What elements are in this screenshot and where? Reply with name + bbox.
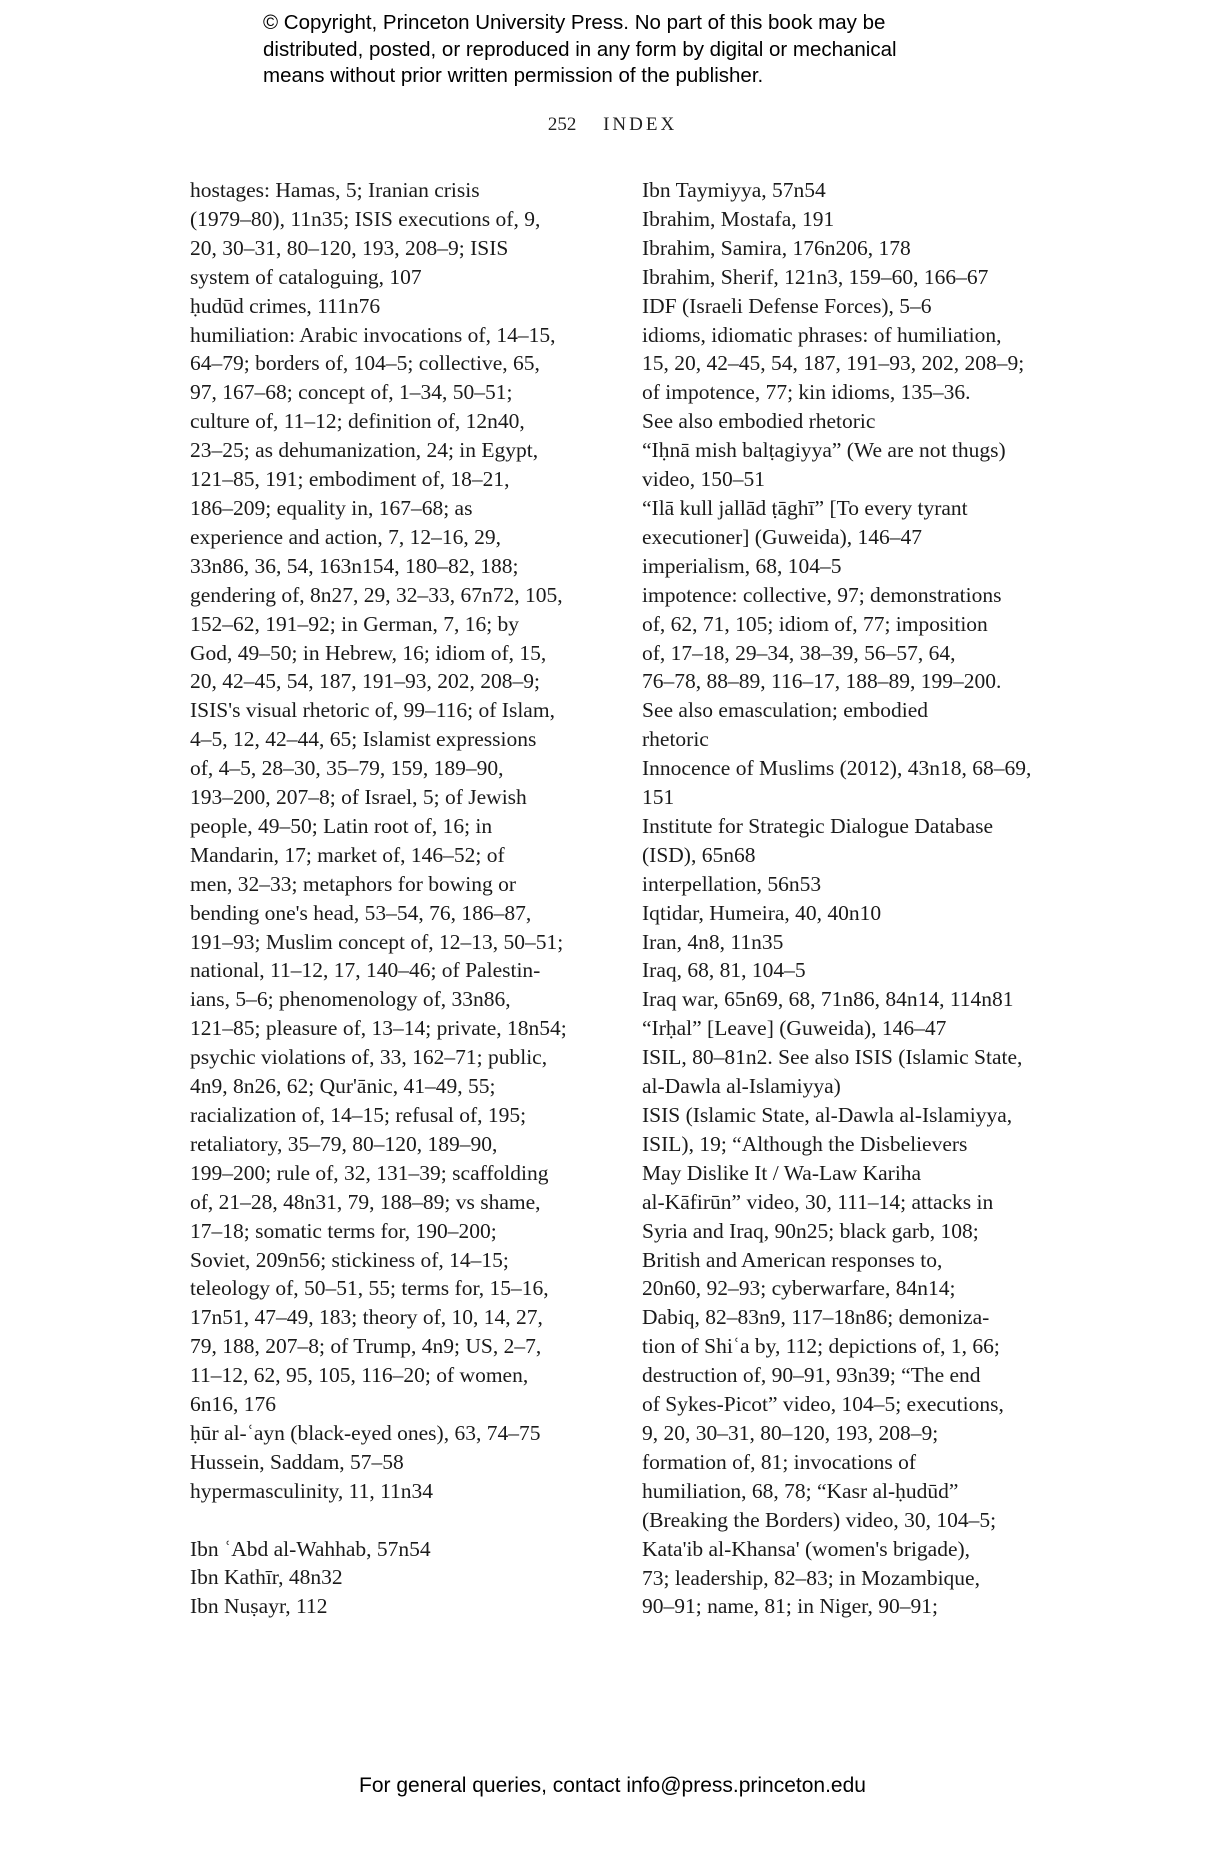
index-entry-line: 17–18; somatic terms for, 190–200; <box>190 1218 497 1243</box>
index-entry-line: retaliatory, 35–79, 80–120, 189–90, <box>190 1131 498 1156</box>
index-entry-line: “Ilā kull jallād ṭāghī” [To every tyrant <box>642 495 968 520</box>
index-entry-line: May Dislike It / Wa-Law Kariha <box>642 1160 922 1185</box>
index-entry-line: 76–78, 88–89, 116–17, 188–89, 199–200. <box>642 669 1002 694</box>
index-entry-line: of, 21–28, 48n31, 79, 188–89; vs shame, <box>190 1189 541 1214</box>
index-entry-line: 33n86, 36, 54, 163n154, 180–82, 188; <box>190 553 519 578</box>
index-entry-line: Syria and Iraq, 90n25; black garb, 108; <box>642 1218 979 1243</box>
index-entry <box>642 321 1062 437</box>
index-entry <box>190 1563 610 1592</box>
index-entry-line: See also emasculation; embodied <box>642 698 928 723</box>
index-entry-line: 64–79; borders of, 104–5; collective, 65, <box>190 351 540 376</box>
index-entry <box>642 234 1062 263</box>
index-entry-line: men, 32–33; metaphors for bowing or <box>190 871 517 896</box>
index-entry <box>642 956 1062 985</box>
index-entry-line: ḥūr al-ʿayn (black-eyed ones), 63, 74–75 <box>190 1420 541 1445</box>
index-entry-line: interpellation, 56n53 <box>642 871 822 896</box>
index-entry-line: 20, 42–45, 54, 187, 191–93, 202, 208–9; <box>190 669 540 694</box>
index-entry-line: 4n9, 8n26, 62; Qur'ānic, 41–49, 55; <box>190 1074 496 1099</box>
index-entry-line: See also embodied rhetoric <box>642 409 876 434</box>
index-entry-line: tion of Shiʿa by, 112; depictions of, 1, 66; <box>642 1334 1000 1359</box>
index-entry <box>190 1477 610 1506</box>
index-entry-line: video, 150–51 <box>642 467 766 492</box>
index-entry-line: Ibrahim, Samira, 176n206, 178 <box>642 235 911 260</box>
index-entry <box>642 812 1062 870</box>
index-entry-line: rhetoric <box>642 727 709 752</box>
index-entry-line: idioms, idiomatic phrases: of humiliation, <box>642 322 1002 347</box>
copyright-line: means without prior written permission of the publisher. <box>263 64 764 87</box>
index-entry-line: ians, 5–6; phenomenology of, 33n86, <box>190 987 511 1012</box>
index-entry-line: impotence: collective, 97; demonstrations <box>642 582 1002 607</box>
index-entry <box>642 870 1062 899</box>
index-entry <box>642 754 1062 812</box>
index-entry <box>642 494 1062 552</box>
copyright-notice <box>263 10 1023 90</box>
index-entry <box>642 263 1062 292</box>
index-entry-line: hypermasculinity, 11, 11n34 <box>190 1478 434 1503</box>
index-entry-line: ISIS (Islamic State, al-Dawla al-Islamiyya, <box>642 1103 1013 1127</box>
letter-group-gap <box>190 1506 610 1535</box>
index-entry-line: 79, 188, 207–8; of Trump, 4n9; US, 2–7, <box>190 1334 542 1359</box>
index-entry-line: 191–93; Muslim concept of, 12–13, 50–51; <box>190 929 564 954</box>
index-entry <box>642 205 1062 234</box>
index-entry-line: God, 49–50; in Hebrew, 16; idiom of, 15, <box>190 640 547 665</box>
index-entry-line: hostages: Hamas, 5; Iranian crisis <box>190 178 480 202</box>
index-entry-line: 11–12, 62, 95, 105, 116–20; of women, <box>190 1363 529 1388</box>
index-entry <box>190 292 610 321</box>
index-entry-line: 4–5, 12, 42–44, 65; Islamist expressions <box>190 727 537 752</box>
index-entry-line: 121–85; pleasure of, 13–14; private, 18n54; <box>190 1016 567 1041</box>
index-entry-line: experience and action, 7, 12–16, 29, <box>190 524 502 549</box>
index-entry-line: Mandarin, 17; market of, 146–52; of <box>190 842 505 867</box>
index-entry-line: (Breaking the Borders) video, 30, 104–5; <box>642 1507 997 1532</box>
index-entry-line: people, 49–50; Latin root of, 16; in <box>190 813 493 838</box>
index-entry-line: Iqtidar, Humeira, 40, 40n10 <box>642 900 882 925</box>
index-entry-line: 15, 20, 42–45, 54, 187, 191–93, 202, 208–9; <box>642 351 1025 376</box>
index-entry-line: Dabiq, 82–83n9, 117–18n86; demoniza- <box>642 1305 990 1330</box>
index-entry-line: 151 <box>642 785 675 810</box>
index-entry-line: Innocence of Muslims (2012), 43n18, 68–69, <box>642 756 1032 781</box>
index-entry <box>642 928 1062 957</box>
index-entry-line: 193–200, 207–8; of Israel, 5; of Jewish <box>190 785 527 810</box>
index-entry-line: British and American responses to, <box>642 1247 943 1272</box>
index-entry <box>190 1419 610 1448</box>
index-entry-line: humiliation, 68, 78; “Kasr al-ḥudūd” <box>642 1478 959 1503</box>
index-entry <box>642 899 1062 928</box>
index-entry <box>642 985 1062 1014</box>
index-entry-line: Ibn Nuṣayr, 112 <box>190 1594 328 1619</box>
index-entry <box>642 176 1062 205</box>
index-entry-line: ḥudūd crimes, 111n76 <box>190 293 381 318</box>
index-entry <box>642 292 1062 321</box>
index-entry-line: culture of, 11–12; definition of, 12n40, <box>190 409 525 434</box>
index-entry-line: Ibn Kathīr, 48n32 <box>190 1565 343 1590</box>
index-entry <box>642 1101 1062 1621</box>
running-head <box>0 114 1225 136</box>
index-entry-line: 17n51, 47–49, 183; theory of, 10, 14, 27, <box>190 1305 543 1330</box>
index-entry-line: of, 62, 71, 105; idiom of, 77; imposition <box>642 611 988 636</box>
index-entry-line: ISIL), 19; “Although the Disbelievers <box>642 1131 968 1156</box>
index-entry-line: ISIL, 80–81n2. See also ISIS (Islamic State, <box>642 1045 1023 1070</box>
index-entry-line: 20, 30–31, 80–120, 193, 208–9; ISIS <box>190 235 509 260</box>
index-entry-line: system of cataloguing, 107 <box>190 264 422 289</box>
index-entry-line: destruction of, 90–91, 93n39; “The end <box>642 1363 981 1388</box>
index-entry-line: Ibrahim, Mostafa, 191 <box>642 206 835 231</box>
index-entry <box>190 1535 610 1564</box>
index-entry-line: al-Kāfirūn” video, 30, 111–14; attacks in <box>642 1189 994 1214</box>
index-entry-line: teleology of, 50–51, 55; terms for, 15–16, <box>190 1276 549 1301</box>
index-entry-line: 73; leadership, 82–83; in Mozambique, <box>642 1565 980 1590</box>
index-entry-line: ISIS's visual rhetoric of, 99–116; of Islam, <box>190 698 555 723</box>
index-entry-line: of, 17–18, 29–34, 38–39, 56–57, 64, <box>642 640 956 665</box>
footer-contact: For general queries, contact info@press.princeton.edu <box>359 1774 866 1797</box>
index-entry-line: 20n60, 92–93; cyberwarfare, 84n14; <box>642 1276 956 1301</box>
index-entry-line: 9, 20, 30–31, 80–120, 193, 208–9; <box>642 1420 939 1445</box>
index-entry-line: executioner] (Guweida), 146–47 <box>642 524 922 549</box>
index-column-right <box>642 176 1062 1621</box>
index-column-left <box>190 176 610 1621</box>
index-entry-line: Iraq, 68, 81, 104–5 <box>642 958 806 983</box>
index-entry-line: psychic violations of, 33, 162–71; public, <box>190 1045 548 1070</box>
index-entry-line: Ibn ʿAbd al-Wahhab, 57n54 <box>190 1536 431 1561</box>
index-entry-line: 152–62, 191–92; in German, 7, 16; by <box>190 611 520 636</box>
index-entry-line: (1979–80), 11n35; ISIS executions of, 9, <box>190 206 541 231</box>
section-title: INDEX <box>603 114 678 135</box>
index-entry <box>642 1014 1062 1043</box>
index-entry-line: IDF (Israeli Defense Forces), 5–6 <box>642 293 932 318</box>
index-entry-line: racialization of, 14–15; refusal of, 195; <box>190 1103 527 1127</box>
index-entry-line: national, 11–12, 17, 140–46; of Palestin- <box>190 958 541 983</box>
index-entry-line: humiliation: Arabic invocations of, 14–15, <box>190 322 556 347</box>
index-entry-line: of Sykes-Picot” video, 104–5; executions, <box>642 1392 1004 1417</box>
index-entry-line: 121–85, 191; embodiment of, 18–21, <box>190 467 510 492</box>
index-entry-line: 23–25; as dehumanization, 24; in Egypt, <box>190 438 539 463</box>
index-entry-line: Kata'ib al-Khansa' (women's brigade), <box>642 1536 971 1561</box>
index-entry-line: al-Dawla al-Islamiyya) <box>642 1074 841 1099</box>
index-entry-line: 97, 167–68; concept of, 1–34, 50–51; <box>190 380 513 405</box>
index-entry-line: “Iḥnā mish balṭagiyya” (We are not thugs) <box>642 438 1006 463</box>
index-entry-line: 90–91; name, 81; in Niger, 90–91; <box>642 1594 938 1619</box>
index-entry-line: gendering of, 8n27, 29, 32–33, 67n72, 105, <box>190 582 563 607</box>
index-entry-line: Iraq war, 65n69, 68, 71n86, 84n14, 114n81 <box>642 987 1014 1012</box>
index-entry <box>642 1043 1062 1101</box>
index-entry-line: Iran, 4n8, 11n35 <box>642 929 784 954</box>
copyright-line: distributed, posted, or reproduced in any form by digital or mechanical <box>263 37 897 61</box>
index-entry-line: of, 4–5, 28–30, 35–79, 159, 189–90, <box>190 756 504 781</box>
index-entry <box>642 581 1062 754</box>
index-entry-line: (ISD), 65n68 <box>642 842 756 867</box>
index-entry <box>190 321 610 1419</box>
index-entry-line: bending one's head, 53–54, 76, 186–87, <box>190 900 532 925</box>
index-entry-line: Hussein, Saddam, 57–58 <box>190 1449 404 1474</box>
index-entry <box>190 176 610 292</box>
index-entry <box>642 436 1062 494</box>
index-entry <box>642 552 1062 581</box>
index-entry-line: of impotence, 77; kin idioms, 135–36. <box>642 380 971 405</box>
index-entry-line: “Irḥal” [Leave] (Guweida), 146–47 <box>642 1016 947 1041</box>
index-entry-line: 186–209; equality in, 167–68; as <box>190 495 473 520</box>
page-number: 252 <box>547 114 577 135</box>
index-entry-line: Institute for Strategic Dialogue Database <box>642 813 994 838</box>
index-entry-line: formation of, 81; invocations of <box>642 1449 917 1474</box>
copyright-line: © Copyright, Princeton University Press. No part of this book may be <box>263 11 886 34</box>
index-entry-line: Soviet, 209n56; stickiness of, 14–15; <box>190 1247 509 1272</box>
index-entry-line: imperialism, 68, 104–5 <box>642 553 842 578</box>
index-entry-line: Ibrahim, Sherif, 121n3, 159–60, 166–67 <box>642 264 989 289</box>
index-entry-line: 199–200; rule of, 32, 131–39; scaffolding <box>190 1160 549 1185</box>
index-entry <box>190 1448 610 1477</box>
index-entry-line: 6n16, 176 <box>190 1392 276 1417</box>
index-entry <box>190 1592 610 1621</box>
index-entry-line: Ibn Taymiyya, 57n54 <box>642 178 826 202</box>
